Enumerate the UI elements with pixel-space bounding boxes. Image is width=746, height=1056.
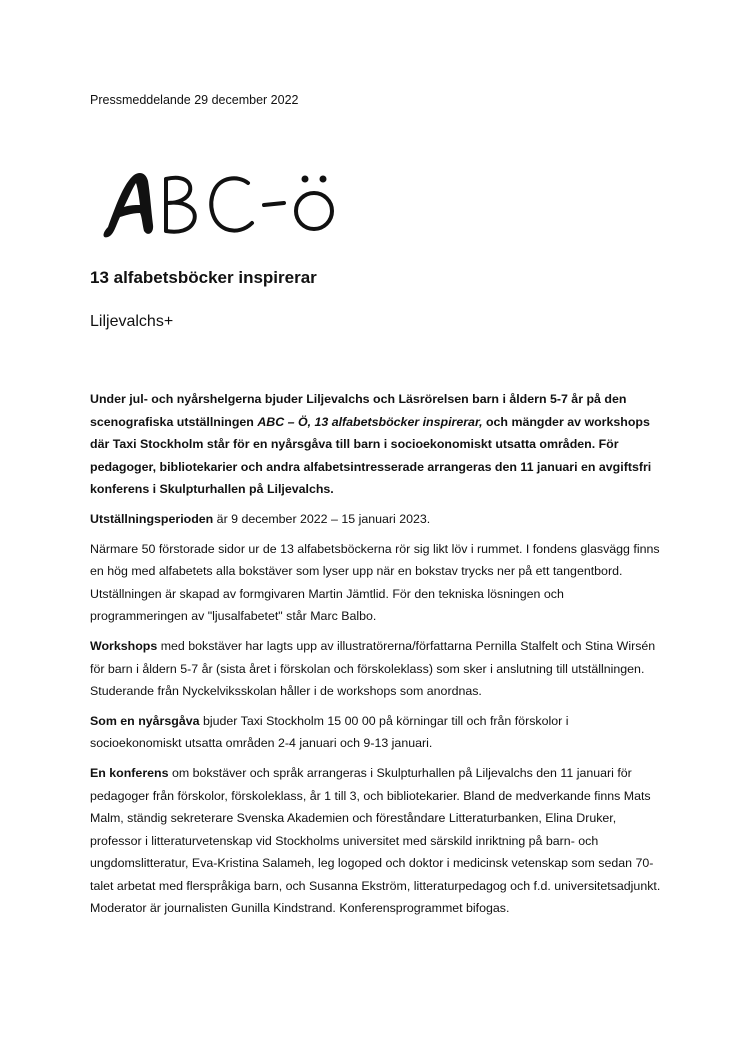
conference-label: En konferens: [90, 765, 169, 780]
period-text: är 9 december 2022 – 15 januari 2023.: [213, 511, 431, 526]
gift-paragraph: [90, 710, 662, 755]
logo-letter-c: [211, 178, 252, 230]
workshops-text: med bokstäver har lagts upp av illustratörerna/författarna Pernilla Stalfelt och Stina Wirsén för barn i åldern 5-7 år (sista året i förskolan och förskoleklass) som sker i anslutning till utställningen. Studerande från Nyckelviksskolan håller i de workshops som anordnas.: [90, 638, 656, 699]
lead-part-1: Under jul- och nyårshelgerna bjuder Liljevalchs och Läsrörelsen barn i åldern 5-7 år på den scenografiska utställningen: [90, 392, 627, 429]
logo-umlaut-dot-left: [302, 176, 309, 183]
conference-text: om bokstäver och språk arrangeras i Skulpturhallen på Liljevalchs den 11 januari för pedagoger från förskolor, förskoleklass, år 1 till 3, och bibliotekarier. Bland de medverkande finns Mats Malm, ständig sekreterare Svenska Akademien och föreståndare Litteraturbanken, Elina Druker, professor i litteraturvetenskap vid Stockholms universitet med särskild inriktning på barn- och ungdomslitteratur, Eva-Kristina Salameh, leg logoped och doktor i medicinsk vetenskap som sedan 70-talet arbetat med flerspråkiga barn, och Susanna Ekström, litteraturpedagog och f.d. universitetsadjunkt. Moderator är journalisten Gunilla Kindstrand. Konferensprogrammet bifogas.: [90, 765, 661, 916]
exhibit-paragraph: Närmare 50 förstorade sidor ur de 13 alfabetsböckerna rör sig likt löv i rummet. I fondens glasvägg finns en hög med alfabetets alla bokstäver som lyser upp när en bokstav trycks ner på ett tangentbord. Utställningen är skapad av formgivaren Martin Jämtlid. För den tekniska lösningen och programmeringen av "ljusalfabetet" står Marc Balbo.: [90, 541, 660, 624]
gift-text: bjuder Taxi Stockholm 15 00 00 på körningar till och från förskolor i socioekonomiskt utsatta områden 2-4 januari och 9-13 januari.: [90, 713, 569, 751]
period-paragraph: [90, 508, 662, 531]
gift-label: Som en nyårsgåva: [90, 713, 200, 728]
page-title: 13 alfabetsböcker inspirerar: [90, 268, 317, 287]
abc-o-logo: [98, 165, 348, 245]
logo-letter-a: [104, 173, 154, 237]
conference-paragraph: [90, 762, 662, 920]
lead-part-2: och mängder av workshops där Taxi Stockholm står för en nyårsgåva till barn i socioekonomiskt utsatta områden. För pedagoger, bibliotekarier och andra alfabetsintresserade arrangeras den 11 januari en avgiftsfri konferens i Skulpturhallen på Liljevalchs.: [90, 414, 652, 497]
logo-letter-b: [166, 178, 195, 232]
lead-paragraph: [90, 388, 662, 501]
logo-letter-o: [296, 193, 332, 229]
logo-dash: [264, 203, 284, 205]
logo-umlaut-dot-right: [320, 176, 327, 183]
exhibition-title: ABC – Ö, 13 alfabetsböcker inspirerar,: [257, 414, 483, 429]
workshops-paragraph: [90, 635, 662, 703]
workshops-label: Workshops: [90, 638, 158, 653]
body-text: [90, 388, 662, 927]
period-label: Utställningsperioden: [90, 511, 214, 526]
dateline: Pressmeddelande 29 december 2022: [90, 93, 299, 107]
venue-name: Liljevalchs+: [90, 313, 174, 330]
